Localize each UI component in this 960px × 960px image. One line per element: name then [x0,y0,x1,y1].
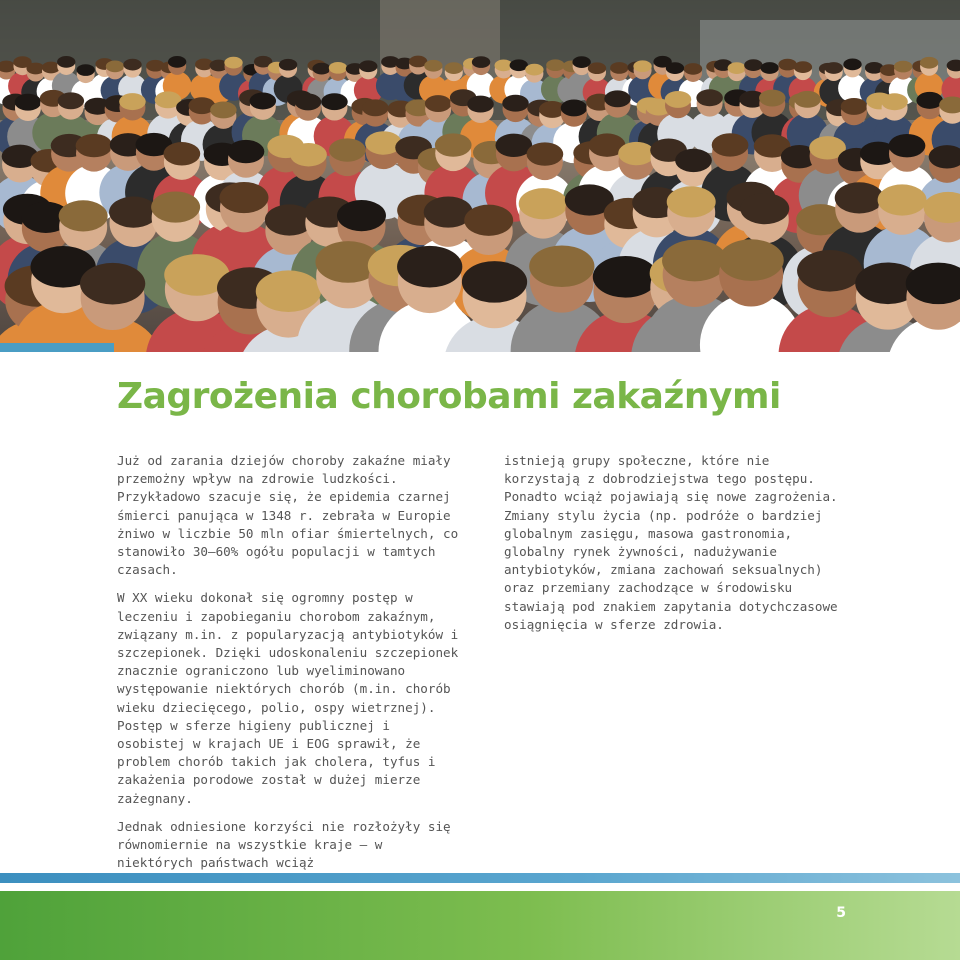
person-hair [219,182,268,213]
person-hair [881,93,908,110]
person-hair [572,56,590,68]
person-hair [712,133,749,156]
person-hair [665,91,692,108]
person-hair [445,62,463,74]
person-hair [889,134,926,157]
person-hair [794,91,821,108]
person-hair [510,59,528,71]
person-hair [321,93,348,110]
person-hair [362,99,389,116]
person-hair [224,57,242,69]
person-hair [662,240,727,282]
person-hair [684,63,702,75]
person-hair [425,95,452,112]
paragraph: Jednak odniesione korzyści nie rozłożyły się równomiernie na wszystkie kraje — w niektórych państwach wciąż [117,818,451,871]
person-hair [472,56,490,68]
person-hair [80,263,145,305]
person-hair [151,191,200,222]
person-hair [529,245,594,287]
person-hair [525,64,543,76]
person-hair [633,60,651,72]
paragraph: Już od zarania dziejów choroby zakaźne miały przemożny wpływ na zdrowie ludzkości. Przykładowo szacuje się, że epidemia czarnej śmierci panująca w 1348 r. zebrała w Europie żniwo w liczbie 50 mln ofiar śmiertelnych, co stanowiło 30–60% ogółu populacji w tamtych czasach. [117,453,459,578]
person-hair [841,98,868,115]
person-hair [843,58,861,70]
person-hair [119,93,146,110]
person-hair [312,63,330,75]
person-hair [57,56,75,68]
person-hair [424,60,442,72]
crowd-photo [0,0,960,352]
person-hair [164,142,201,165]
hero-accent-bar [0,343,114,352]
person-hair [359,60,377,72]
person-hair [759,90,786,107]
person-hair [502,95,529,112]
person-hair [168,56,186,68]
person-hair [618,142,655,165]
person-hair [797,250,862,292]
person-hair [610,62,628,74]
person-hair [561,99,588,116]
person-hair [835,182,884,213]
person-hair [916,92,943,109]
paragraph: istnieją grupy społeczne, które nie korzystają z dobrodziejstwa tego postępu. Ponadto wciąż pojawiają się nowe zagrożenia. Zmiany stylu życia (np. podróże o bardziej globalnym zasięgu, masowa gastronomia, globalny rynek żywności, nadużywanie antybiotyków, zmiana zachowań seksualnych) oraz przemiany zachodzące w środowisku stawiają pod znakiem zapytania dotychczasowe osiągnięcia w sferze zdrowia. [504,453,838,632]
person-hair [588,62,606,74]
person-hair [728,62,746,74]
person-hair [295,93,322,110]
person-hair [15,94,42,111]
person-hair [546,59,564,71]
person-hair [740,193,789,224]
person-hair [464,205,513,236]
footer-green-band [0,891,960,960]
person-hair [435,133,472,156]
person-hair [109,197,158,228]
person-hair [106,61,124,73]
right-column [504,452,849,644]
person-hair [397,246,462,288]
crowd-illustration [0,0,960,352]
person-hair [329,138,366,161]
page-number: 5 [836,905,846,921]
page-title: Zagrożenia chorobami zakaźnymi [117,376,781,417]
person-hair [675,149,712,172]
person-hair [256,270,321,312]
person-hair [667,186,716,217]
person-hair [290,143,327,166]
person-hair [279,59,297,71]
person-hair [878,184,927,215]
person-hair [58,92,85,109]
person-hair [337,200,386,231]
left-column [117,452,462,882]
person-hair [462,261,527,303]
person-hair [666,62,684,74]
person-hair [604,90,631,107]
person-hair [744,59,762,71]
person-hair [527,142,564,165]
person-hair [696,89,723,106]
paragraph: W XX wieku dokonał się ogromny postęp w leczeniu i zapobieganiu chorobom zakaźnym, związany m.in. z popularyzacją antybiotyków i szczepionek. Dzięki udoskonaleniu szczepionek znacznie ograniczono lub wyeliminowano występowanie niektórych chorób (m.in. chorób wieku dziecięcego, polio, ospy wietrznej). Postęp w sferze higieny publicznej i osobistej w krajach UE i EOG sprawił, że problem chorób takich jak cholera, tyfus i zakażenia porodowe został w dużej mierze zażegnany. [117,590,459,806]
person-hair [467,96,494,113]
person-hair [519,188,568,219]
footer-blue-band [0,873,960,883]
person-hair [329,62,347,74]
person-hair [77,64,95,76]
person-hair [794,61,812,73]
person-hair [825,62,843,74]
person-hair [760,62,778,74]
person-hair [920,57,938,69]
person-hair [250,93,277,110]
person-hair [76,134,113,157]
person-hair [778,59,796,71]
person-hair [718,239,783,281]
person-hair [59,200,108,231]
person-hair [894,61,912,73]
person-hair [210,102,237,119]
person-hair [593,256,658,298]
person-hair [228,140,265,163]
person-hair [123,59,141,71]
